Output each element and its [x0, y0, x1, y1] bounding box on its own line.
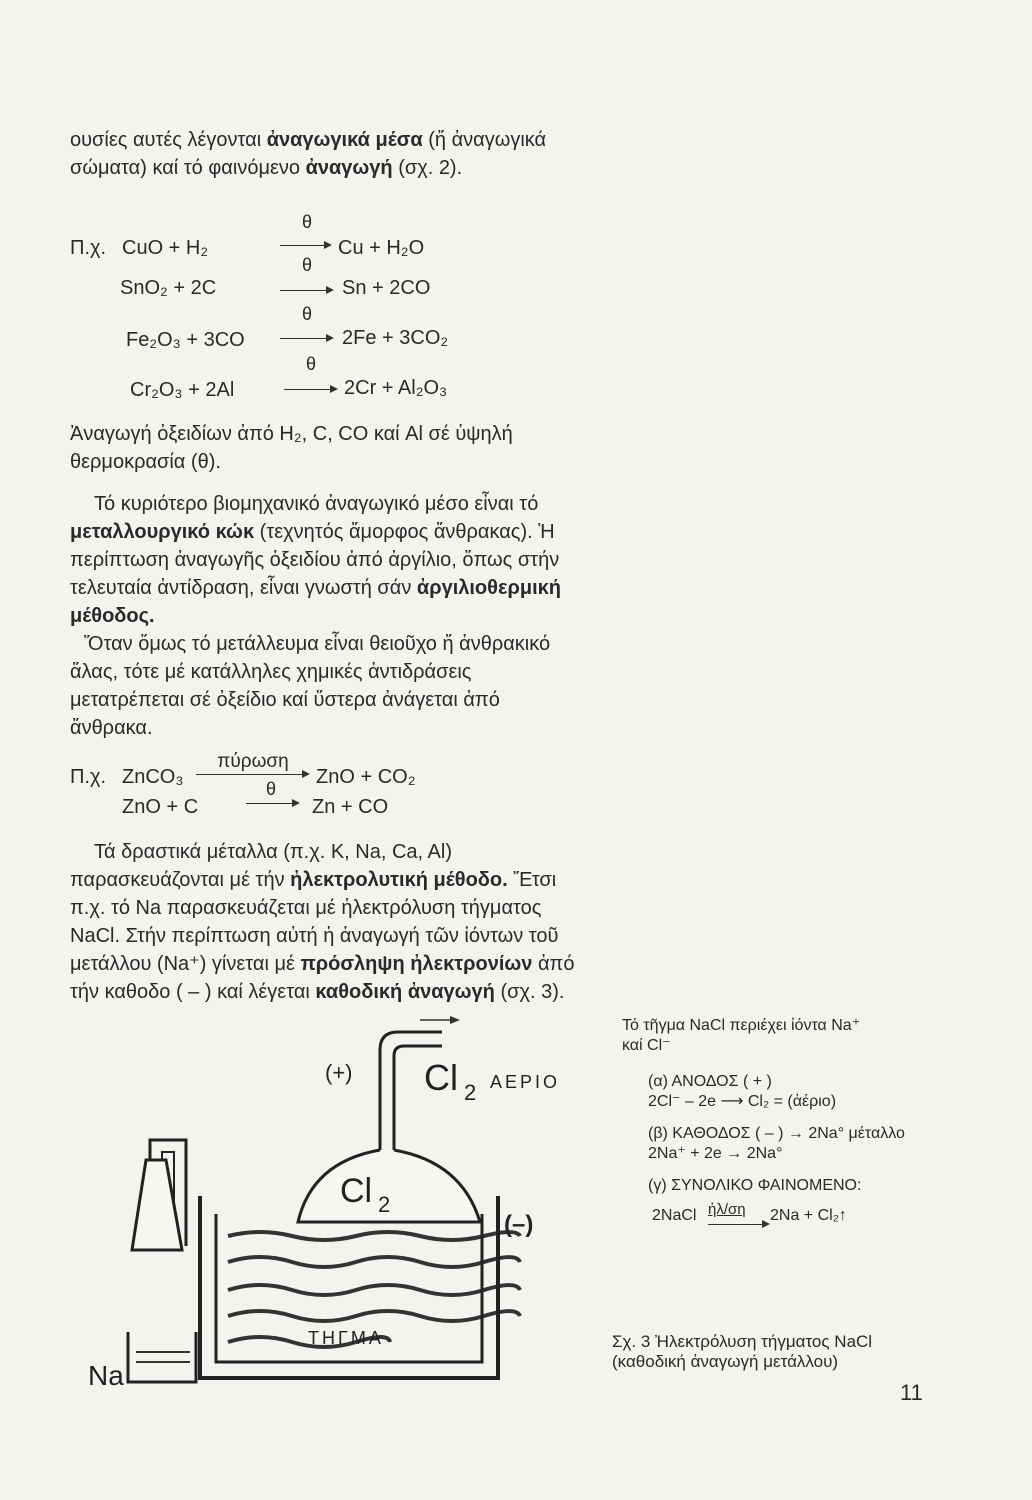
electro-text-1: Τά δραστικά μέταλλα (π.χ. K, Na, Ca, Al) παρασκευάζονται μέ τήν: [70, 841, 452, 891]
reaction-4-right: 2Cr + Al₂O₃: [344, 377, 448, 399]
zn-reaction-1-right: ZnO + CO₂: [316, 766, 416, 788]
page-number: 11: [900, 1380, 923, 1405]
anode-equation: 2Cl⁻ – 2e ⟶ Cl₂ = (ἀέριο): [648, 1093, 837, 1110]
reduction-note: Ἀναγωγή ὀξειδίων ἀπό H₂, C, CO καί Al σέ ὑψηλή θερμοκρασία (θ).: [70, 423, 513, 473]
coke-text-2: (τεχνητός ἄμορφος ἄνθρακας). Ἡ περίπτωση ἀναγωγῆς ὀξειδίου ἀπό ἀργίλιο, ὅπως στήν τελευταία ἀντίδραση, εἶναι γνωστή σάν: [70, 521, 560, 599]
zn-reaction-1-condition: πύρωση: [217, 751, 289, 772]
example-label-1: Π.χ.: [70, 237, 107, 259]
term-cathodic-reduction: καθοδική ἀναγωγή: [315, 981, 495, 1003]
reaction-2-arrow: [280, 290, 332, 291]
reaction-1-left: CuO + H₂: [122, 237, 209, 259]
gas-symbol: Cl: [424, 1057, 458, 1098]
electro-text-3: ἀπό τήν καθοδο ( – ) καί λέγεται: [70, 953, 575, 1003]
term-reduction: ἀναγωγή: [305, 157, 393, 179]
reaction-1-right: Cu + H₂O: [338, 237, 425, 259]
cathode-sign: (–): [504, 1211, 534, 1238]
melt-wave-4: [228, 1311, 520, 1321]
reaction-3-condition: θ: [301, 304, 312, 324]
intro-text-1: ουσίες αυτές λέγονται: [70, 129, 267, 151]
melt-label: ΤΗΓΜΑ: [308, 1328, 384, 1348]
melt-wave-1: [228, 1232, 520, 1240]
cathode-title: (β) ΚΑΘΟΔΟΣ ( – ) → 2Na° μέταλλο: [648, 1125, 905, 1142]
electro-text-4: (σχ. 3).: [494, 981, 565, 1003]
zn-reaction-2-right: Zn + CO: [312, 796, 389, 818]
zn-reaction-2-left: ZnO + C: [122, 796, 199, 818]
gas-subscript: 2: [464, 1080, 477, 1105]
zn-reaction-1-left: ZnCO₃: [122, 766, 184, 788]
dome-subscript: 2: [378, 1192, 391, 1217]
term-metallurgical-coke: μεταλλουργικό κώκ: [70, 521, 255, 543]
coke-text-1: Τό κυριότερο βιομηχανικό ἀναγωγικό μέσο εἶναι τό: [94, 493, 539, 515]
figure-caption-line-1: Σχ. 3 Ἠλεκτρόλυση τήγματος NaCl: [612, 1332, 873, 1351]
term-aluminothermic: ἀργιλιοθερμική μέθοδος.: [70, 577, 561, 627]
na-pot: [128, 1332, 196, 1382]
sulfide-paragraph: Ὅταν ὅμως τό μετάλλευμα εἶναι θειοῦχο ἤ ἀνθρακικό ἅλας, τότε μέ κατάλληλες χημικές ἀντιδράσεις μετατρέπεται σέ ὀξείδιο καί ὕστερα ἀνάγεται ἀπό ἄνθρακα.: [70, 633, 551, 739]
reaction-4-left: Cr₂O₃ + 2Al: [130, 379, 235, 401]
reaction-3-right: 2Fe + 3CO₂: [342, 327, 449, 349]
overall-left: 2NaCl: [652, 1207, 697, 1224]
electrolysis-diagram: [50, 1000, 600, 1400]
anode-title: (α) ΑΝΟΔΟΣ ( + ): [648, 1073, 772, 1090]
anode-sign: (+): [325, 1060, 353, 1085]
gas-word: ΑΕΡΙΟ: [490, 1072, 561, 1092]
melt-wave-2: [228, 1257, 520, 1267]
figure-caption-line-2: (καθοδική ἀναγωγή μετάλλου): [612, 1352, 839, 1371]
dome-symbol: Cl: [340, 1172, 373, 1210]
reaction-2-right: Sn + 2CO: [342, 277, 431, 299]
reaction-1-arrow: [280, 245, 330, 246]
reaction-2-condition: θ: [301, 255, 312, 275]
metal-label: Na: [88, 1360, 124, 1391]
electro-text-2: Ἔτσι π.χ. τό Na παρασκευάζεται μέ ἠλεκτρόλυση τήγματος NaCl. Στήν περίπτωση αὐτή ἡ ἀναγωγή τῶν ἰόντων τοῦ μετάλλου (Na⁺) γίνεται μέ: [70, 869, 559, 975]
intro-text-3: (σχ. 2).: [392, 157, 463, 179]
reaction-4-condition: θ: [305, 354, 316, 374]
overall-arrow: [708, 1224, 768, 1225]
zn-reaction-1-arrow: [196, 774, 308, 775]
reaction-4-arrow: [284, 389, 336, 390]
zn-reaction-2-condition: θ: [265, 779, 276, 799]
term-reducing-agents: ἀναγωγικά μέσα: [266, 129, 423, 151]
melt-note-line-2: καί Cl⁻: [622, 1037, 671, 1054]
overall-title: (γ) ΣΥΝΟΛΙΚΟ ΦΑΙΝΟΜΕΝΟ:: [648, 1177, 862, 1194]
term-electron-gain: πρόσληψη ἠλεκτρονίων: [300, 953, 533, 975]
reaction-1-condition: θ: [301, 212, 312, 232]
zn-reaction-2-arrow: [246, 803, 298, 804]
cathode-equation: 2Na⁺ + 2e → 2Na°: [648, 1145, 783, 1162]
reaction-3-arrow: [280, 338, 332, 339]
electrolysis-paragraph: [70, 838, 580, 1006]
reaction-2-left: SnO₂ + 2C: [120, 277, 217, 299]
example-label-2: Π.χ.: [70, 766, 107, 788]
gas-flow-arrowhead: [450, 1016, 460, 1024]
intro-text-2: (ἤ ἀναγωγικά σώματα) καί τό φαινόμενο: [70, 129, 547, 179]
melt-wave-3: [228, 1285, 520, 1295]
term-electrolytic-method: ἠλεκτρολυτική μέθοδο.: [290, 869, 508, 891]
intro-paragraph: [70, 126, 580, 182]
overall-right: 2Na + Cl₂↑: [770, 1207, 847, 1224]
coke-paragraph: [70, 490, 580, 630]
reaction-3-left: Fe₂O₃ + 3CO: [126, 329, 245, 351]
melt-note-line-1: Τό τῆγμα NaCl περιέχει ἰόντα Na⁺: [622, 1017, 861, 1034]
overall-condition: ἠλ/ση: [708, 1201, 746, 1218]
